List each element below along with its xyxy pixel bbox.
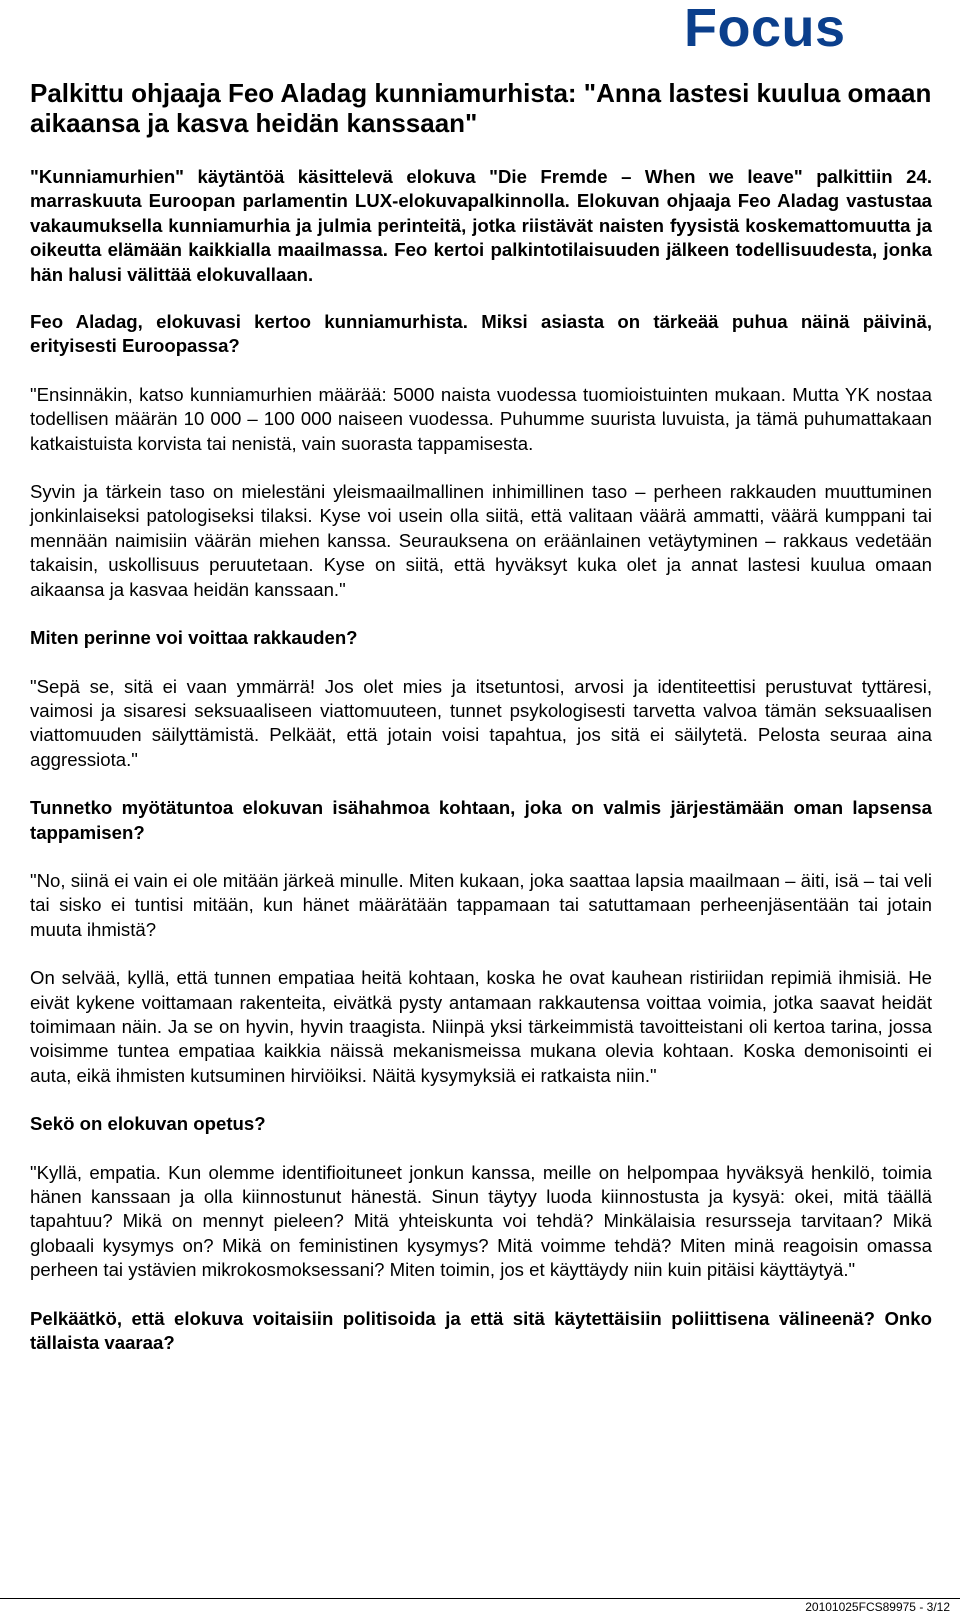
interview-question: Miten perinne voi voittaa rakkauden? <box>30 627 358 649</box>
article-lead: "Kunniamurhien" käytäntöä käsittelevä elokuva "Die Fremde – When we leave" palkittiin 24. marraskuuta Euroopan parlamentin LUX-elokuvapalkinnolla. Elokuvan ohjaaja Feo Aladag vastustaa vakaumuksella kunniamurhia ja julmia perinteitä, jotka riistävät naisten fyysistä koskemattomuutta ja oikeutta elämään kaikkialla maailmassa. Feo kertoi palkintotilaisuuden jälkeen todellisuudesta, jonka hän halusi välittää elokuvallaan. <box>30 166 932 285</box>
interview-question: Sekö on elokuvan opetus? <box>30 1113 266 1135</box>
article-title: Palkittu ohjaaja Feo Aladag kunniamurhista: "Anna lastesi kuulua omaan aikaansa ja kasva heidän kanssaan" <box>30 78 932 138</box>
section-title: Focus <box>684 0 846 58</box>
interview-question: Tunnetko myötätuntoa elokuvan isähahmoa kohtaan, joka on valmis järjestämään oman lapsensa tappamisen? <box>30 797 932 843</box>
interview-answer: "No, siinä ei vain ei ole mitään järkeä minulle. Miten kukaan, joka saattaa lapsia maailmaan – äiti, isä – tai veli tai sisko ei tuntisi mitään, kun hänet määrätään tappamaan tai satuttamaan perheenjäsentään tai jotain muuta ihmistä? <box>30 869 932 940</box>
interview-question: Pelkäätkö, että elokuva voitaisiin politisoida ja että sitä käytettäisiin poliittisena välineenä? Onko tällaista vaaraa? <box>30 1307 932 1354</box>
footer-divider <box>0 1598 960 1599</box>
document-reference: 20101025FCS89975 - 3/12 <box>805 1600 950 1614</box>
interview-answer: "Sepä se, sitä ei vaan ymmärrä! Jos olet mies ja itsetuntosi, arvosi ja identiteettisi perustuvat tyttäresi, vaimosi ja sisaresi seksuaaliseen viattomuuteen, tunnet psykologisesti tarvetta valvoa tämän seksuaalisen viattomuuden säilyttämistä. Pelkäät, että jotain voisi tapahtua, jos sitä ei säilytetä. Pelosta seuraa aina aggressiota." <box>30 675 932 770</box>
interview-question: Feo Aladag, elokuvasi kertoo kunniamurhista. Miksi asiasta on tärkeää puhua näinä päivinä, erityisesti Euroopassa? <box>30 311 932 357</box>
interview-answer: Syvin ja tärkein taso on mielestäni yleismaailmallinen inhimillinen taso – perheen rakkauden muuttuminen jonkinlaiseksi patologiseksi tilaksi. Kyse voi usein olla siitä, että valitaan väärä ammatti, väärä kumppani tai mennään naimisiin väärän miehen kanssa. Seurauksena on eräänlainen vetäytyminen – rakkaus vedetään takaisin, uskollisuus peruutetaan. Kyse on siitä, että hyväksyt kuka olet ja annat lastesi kuulua omaan aikaansa ja kasvaa heidän kanssaan." <box>30 481 932 600</box>
article <box>30 78 932 1379</box>
interview-answer: "Ensinnäkin, katso kunniamurhien määrää: 5000 naista vuodessa tuomioistuinten mukaan. Mutta YK nostaa todellisen määrän 10 000 – 100 000 naiseen vuodessa. Puhumme suurista luvuista, ja tämä puhumattakaan katkaistuista korvista tai nenistä, vain suorasta tappamisesta. <box>30 383 932 454</box>
interview-answer: "Kyllä, empatia. Kun olemme identifioituneet jonkun kanssa, meille on helpompaa hyväksyä henkilö, toimia hänen kanssaan ja olla kiinnostunut hänestä. Sinun täytyy luoda kiinnostusta ja kysyä: okei, mitä täällä tapahtuu? Mikä on mennyt pieleen? Mitä yhteiskunta voi tehdä? Minkälaisia resursseja tarvitaan? Mikä globaali kysymys on? Mikä on feministinen kysymys? Mitä voimme tehdä? Miten minä reagoisin omassa perheen tai ystävien mikrokosmoksessani? Miten toimin, jos et käyttäydy niin kuin pitäisi käyttäytyä." <box>30 1161 932 1281</box>
interview-answer: On selvää, kyllä, että tunnen empatiaa heitä kohtaan, koska he ovat kauhean ristiriidan repimiä ihmisiä. He eivät kykene voittamaan rakenteita, eivätkä pysty antamaan rakkautensa voittaa voimia, jotka saavat heidät toimimaan näin. Ja se on hyvin, hyvin traagista. Niinpä yksi tärkeimmistä tavoitteistani oli kertoa tarina, jossa voisimme tuntea empatiaa kaikkia näissä mekanismeissa mukana olevia kohtaan. Koska demonisointi ei auta, eikä ihmisten kutsuminen hirviöiksi. Näitä kysymyksiä ei ratkaista niin." <box>30 967 932 1086</box>
